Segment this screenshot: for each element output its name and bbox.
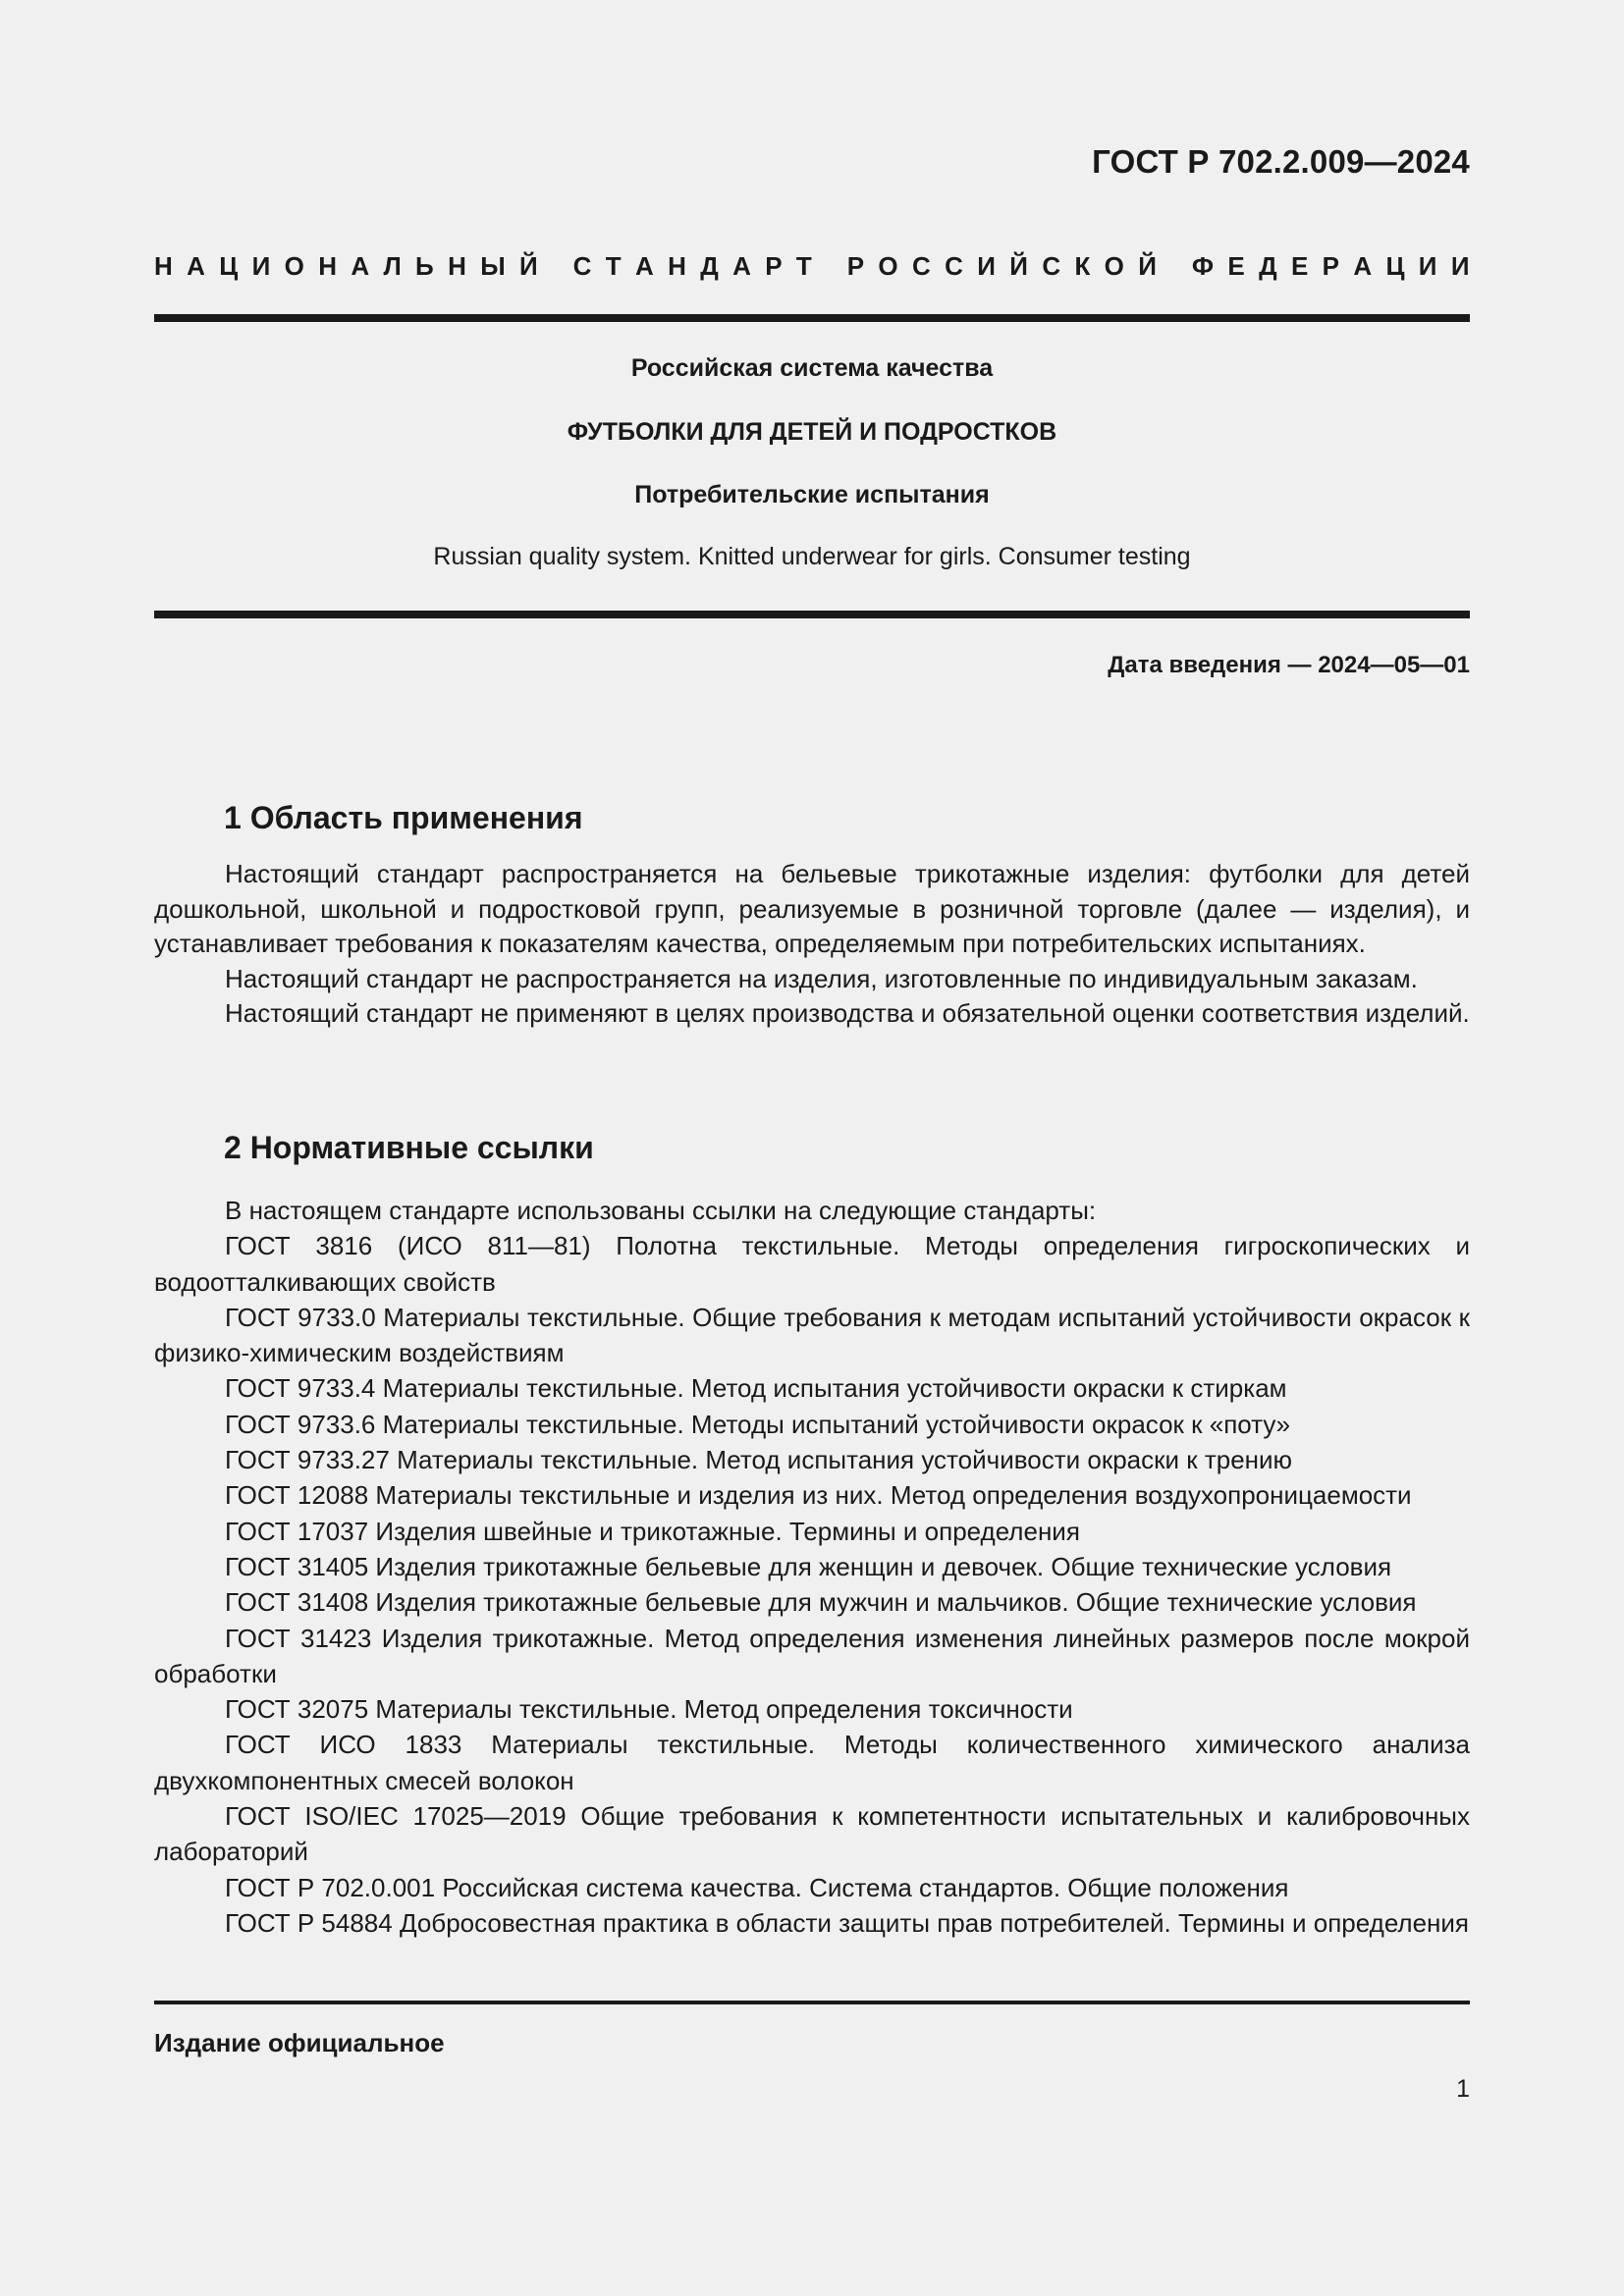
- page-number: 1: [1456, 2075, 1470, 2103]
- document-page: [154, 0, 1470, 2296]
- national-title-letter: Е: [1227, 251, 1245, 281]
- title-divider: [154, 611, 1470, 618]
- reference-item: ГОСТ ИСО 1833 Материалы текстильные. Методы количественного химического анализа двухкомпонентных смесей волокон: [154, 1730, 1470, 1795]
- national-title-letter: Т: [605, 251, 622, 281]
- national-title-letter: Ц: [219, 251, 239, 281]
- national-title-letter: О: [284, 251, 304, 281]
- section-heading-scope: 1 Область применения: [224, 800, 583, 835]
- national-title-letter: Р: [765, 251, 783, 281]
- national-title-letter: Й: [1009, 251, 1028, 281]
- reference-item: ГОСТ 9733.0 Материалы текстильные. Общие требования к методам испытаний устойчивости окрасок к физико-химическим воздействиям: [154, 1302, 1470, 1368]
- national-title-letter: Р: [1322, 251, 1339, 281]
- national-title-letter: Ц: [1385, 251, 1405, 281]
- top-divider: [154, 314, 1470, 322]
- reference-item: ГОСТ Р 702.0.001 Российская система качества. Система стандартов. Общие положения: [225, 1872, 1289, 1902]
- section-heading-references: 2 Нормативные ссылки: [224, 1130, 594, 1165]
- section-body-scope: [154, 857, 1470, 1032]
- reference-item: ГОСТ 31405 Изделия трикотажные бельевые для женщин и девочек. Общие технические условия: [225, 1551, 1392, 1581]
- reference-item: ГОСТ 32075 Материалы текстильные. Метод определения токсичности: [225, 1694, 1073, 1725]
- national-title-letter: Й: [1138, 251, 1157, 281]
- official-edition-label: Издание официальное: [154, 2028, 445, 2057]
- national-title-letter: И: [1418, 251, 1437, 281]
- national-title-letter: А: [634, 251, 654, 281]
- national-title-letter: Н: [448, 251, 466, 281]
- national-title-letter: Т: [795, 251, 812, 281]
- national-title-letter: С: [1042, 251, 1061, 281]
- reference-item: ГОСТ 9733.4 Материалы текстильные. Метод испытания устойчивости окраски к стиркам: [225, 1373, 1287, 1404]
- reference-intro: В настоящем стандарте использованы ссылки на следующие стандарты:: [225, 1196, 1097, 1225]
- national-title-letter: И: [251, 251, 271, 281]
- national-title-letter: Л: [383, 251, 402, 281]
- national-title-letter: Д: [700, 251, 719, 281]
- section-body-references: [154, 1193, 1470, 1941]
- national-title-letter: С: [945, 251, 963, 281]
- national-title-letter: А: [732, 251, 751, 281]
- english-title: Russian quality system. Knitted underwear for girls. Consumer testing: [433, 543, 1191, 570]
- reference-item: ГОСТ 12088 Материалы текстильные и изделия из них. Метод определения воздухопроницаемости: [225, 1480, 1412, 1511]
- national-title-letter: Н: [318, 251, 337, 281]
- reference-item: ГОСТ 9733.27 Материалы текстильные. Метод испытания устойчивости окраски к трению: [225, 1445, 1293, 1475]
- national-title-letter: [1170, 251, 1177, 282]
- reference-item: ГОСТ 3816 (ИСО 811—81) Полотна текстильные. Методы определения гигроскопических и водоотталкивающих свойств: [154, 1231, 1470, 1297]
- document-code: ГОСТ Р 702.2.009—2024: [1092, 143, 1470, 180]
- national-title-letter: А: [1353, 251, 1373, 281]
- national-title-letter: С: [572, 251, 592, 281]
- national-title-letter: [826, 251, 833, 282]
- reference-item: ГОСТ 9733.6 Материалы текстильные. Методы испытаний устойчивости окрасок к «поту»: [225, 1409, 1291, 1439]
- quality-system-title: Российская система качества: [630, 354, 994, 382]
- national-title-letter: К: [1074, 251, 1091, 281]
- reference-item: ГОСТ Р 54884 Добросовестная практика в области защиты прав потребителей. Термины и определения: [225, 1907, 1470, 1938]
- national-title-letter: А: [351, 251, 370, 281]
- national-title-letter: Ф: [1191, 251, 1215, 281]
- national-standard-title: [154, 251, 1470, 282]
- national-title-letter: О: [878, 251, 898, 281]
- reference-item: ГОСТ 31408 Изделия трикотажные бельевые для мужчин и мальчиков. Общие технические условия: [225, 1587, 1417, 1618]
- national-title-letter: Д: [1259, 251, 1277, 281]
- national-title-letter: О: [1104, 251, 1124, 281]
- footer-divider: [154, 2001, 1470, 2004]
- national-title-letter: Й: [519, 251, 538, 281]
- national-title-letter: И: [1450, 251, 1470, 281]
- national-title-letter: Е: [1290, 251, 1309, 281]
- document-subtitle: Потребительские испытания: [634, 481, 990, 508]
- introduction-date: Дата введения — 2024—05—01: [1108, 652, 1470, 678]
- national-title-letter: Р: [846, 251, 865, 281]
- national-title-letter: Ы: [480, 251, 506, 281]
- national-title-letter: И: [977, 251, 996, 281]
- reference-item: ГОСТ 17037 Изделия швейные и трикотажные. Термины и определения: [225, 1516, 1080, 1546]
- paragraph: Настоящий стандарт не применяют в целях производства и обязательной оценки соответствия изделий.: [225, 998, 1470, 1028]
- reference-item: ГОСТ 31423 Изделия трикотажные. Метод определения изменения линейных размеров после мокрой обработки: [154, 1623, 1470, 1688]
- national-title-letter: Ь: [415, 251, 434, 281]
- national-title-letter: Н: [668, 251, 686, 281]
- national-title-letter: С: [912, 251, 931, 281]
- national-title-letter: [552, 251, 559, 282]
- national-title-letter: А: [187, 251, 205, 281]
- document-title: ФУТБОЛКИ ДЛЯ ДЕТЕЙ И ПОДРОСТКОВ: [567, 418, 1057, 446]
- national-title-letter: Н: [154, 251, 173, 281]
- paragraph: Настоящий стандарт не распространяется на изделия, изготовленные по индивидуальным заказам.: [225, 963, 1418, 993]
- reference-item: ГОСТ ISO/IEC 17025—2019 Общие требования к компетентности испытательных и калибровочных лабораторий: [154, 1801, 1470, 1867]
- paragraph: Настоящий стандарт распространяется на бельевые трикотажные изделия: футболки для детей дошкольной, школьной и подростковой групп, реализуемые в розничной торговле (далее — изделия), и устанавливает требования к показателям качества, определяемым при потребительских испытаниях.: [154, 859, 1470, 958]
